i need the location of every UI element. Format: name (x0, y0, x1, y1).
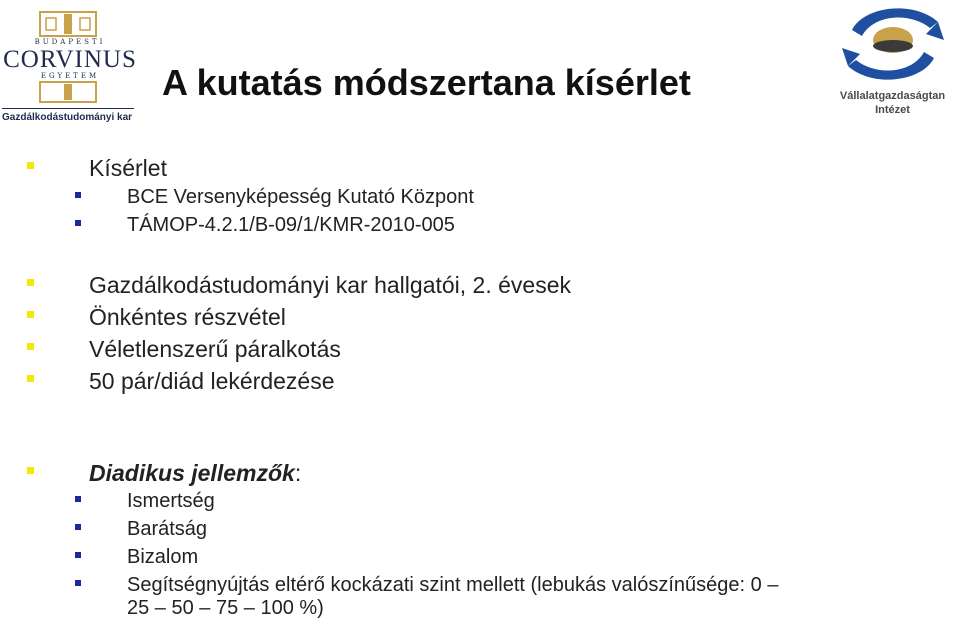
bullet-baratsag: Barátság (127, 518, 208, 540)
bullet-bizalom: Bizalom (127, 546, 199, 568)
bullet-kiserlet: Kísérlet (89, 155, 167, 181)
bullet-ismertseg: Ismertség (127, 490, 215, 512)
page-title: A kutatás módszertana kísérlet (162, 62, 691, 103)
bullet-hallgatok: Gazdálkodástudományi kar hallgatói, 2. évesek (89, 272, 572, 298)
bullet-50par: 50 pár/diád lekérdezése (89, 368, 335, 394)
bullet-veletlen: Véletlenszerű páralkotás (89, 336, 341, 362)
bullet-onkentes: Önkéntes részvétel (89, 304, 286, 330)
crest-top-icon (38, 10, 98, 38)
bullet-diadikus (89, 460, 301, 487)
institute-logo (826, 0, 959, 124)
logo-bottom-line: EGYETEM (40, 72, 100, 80)
institute-name-line2: Intézet (875, 104, 910, 116)
bullet-segitseg-continuation: 25 – 50 – 75 – 100 %) (127, 597, 324, 619)
diadikus-colon: : (294, 460, 302, 486)
institute-emblem-icon (834, 0, 952, 88)
logo-top-line: BUDAPESTI (34, 38, 106, 46)
logo-rule (2, 108, 134, 109)
crest-bottom-icon (38, 80, 98, 104)
institute-name-line1: Vállalatgazdaságtan (839, 90, 946, 102)
bullet-segitseg: Segítségnyújtás eltérő kockázati szint mellett (lebukás valószínűsége: 0 – (127, 574, 779, 596)
corvinus-logo (0, 6, 140, 124)
diadikus-label: Diadikus jellemzők (89, 460, 295, 486)
bullet-tamop: TÁMOP-4.2.1/B-09/1/KMR-2010-005 (127, 214, 455, 236)
bullet-bce: BCE Versenyképesség Kutató Központ (127, 186, 474, 208)
logo-faculty: Gazdálkodástudományi kar (2, 112, 133, 123)
logo-name: CORVINUS (3, 46, 137, 73)
